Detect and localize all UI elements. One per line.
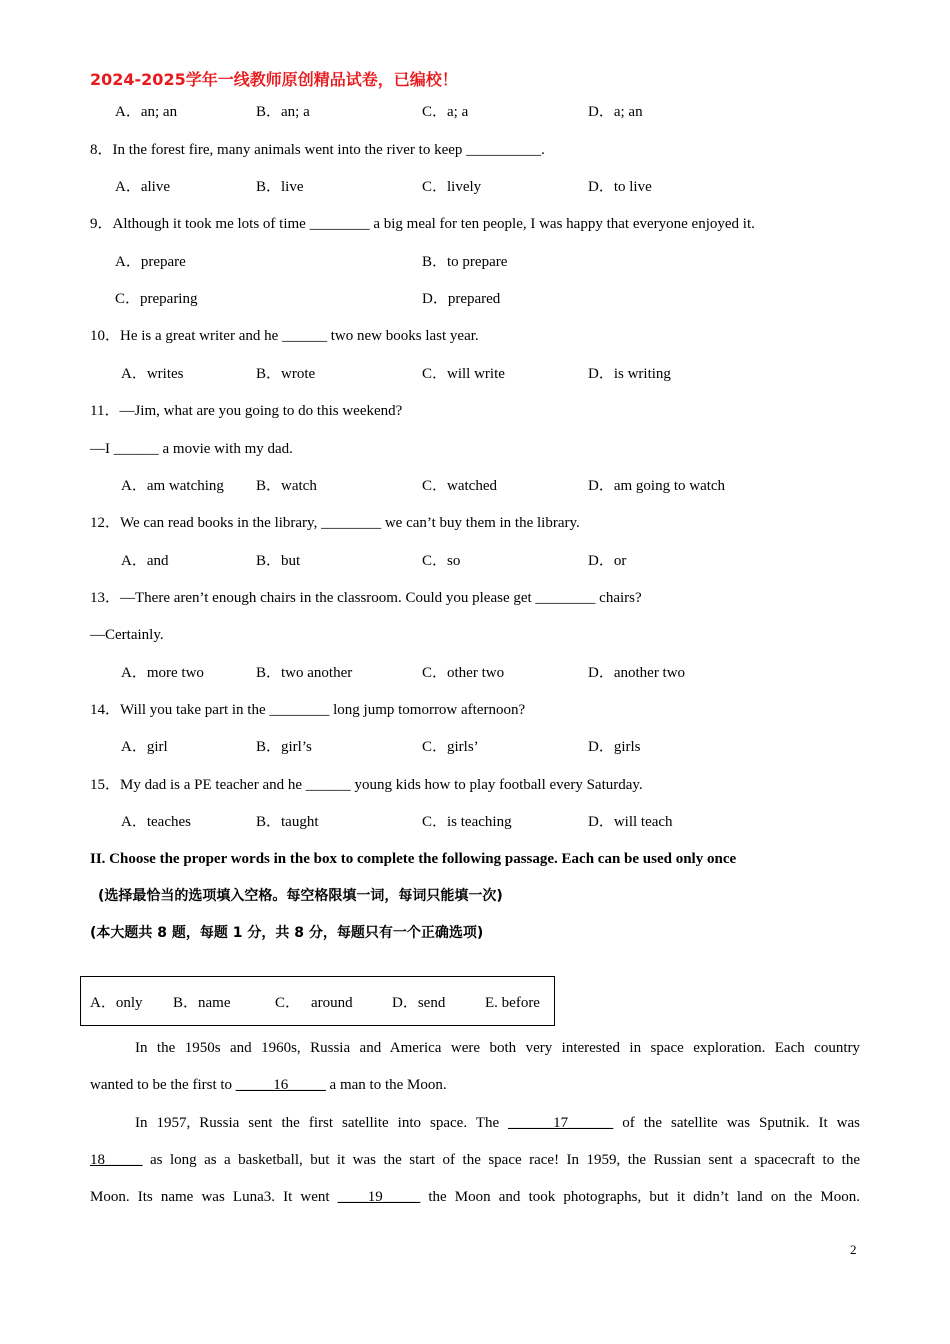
- option-a: A．girl: [121, 739, 168, 755]
- option-a: A．writes: [121, 366, 184, 382]
- blank-17: ______17______: [508, 1115, 614, 1131]
- blank-16: _____16_____: [235, 1077, 326, 1093]
- option-a: A．prepare: [115, 254, 186, 270]
- option-c: C．a; a: [422, 104, 469, 120]
- question-11-stem: 11．—Jim, what are you going to do this weekend?: [90, 403, 403, 419]
- question-13-response: —Certainly.: [90, 627, 164, 643]
- passage-text: In 1957, Russia sent the first satellite into space. The: [135, 1115, 509, 1131]
- option-d: D．or: [588, 553, 627, 569]
- passage-text: a man to the Moon.: [325, 1077, 447, 1093]
- section-2-title: II. Choose the proper words in the box to complete the following passage. Each can be used only once: [90, 851, 737, 867]
- word-option: B．name: [173, 995, 231, 1011]
- option-d: D．will teach: [588, 814, 673, 830]
- option-d: D．a; an: [588, 104, 643, 120]
- question-10-stem: 10．He is a great writer and he ______ two new books last year.: [90, 328, 479, 344]
- section-2-subtitle: (选择最恰当的选项填入空格。每空格限填一词，每词只能填一次): [98, 888, 503, 904]
- option-c: C．other two: [422, 665, 505, 681]
- word-option: D．send: [392, 995, 446, 1011]
- passage-line: [90, 1150, 860, 1170]
- option-b: B．taught: [256, 814, 319, 830]
- option-d: D．another two: [588, 665, 686, 681]
- option-c: C．is teaching: [422, 814, 512, 830]
- passage-text: the Moon and took photographs, but it didn’t land on the Moon.: [420, 1189, 860, 1205]
- option-b: B．but: [256, 553, 301, 569]
- question-12-stem: 12．We can read books in the library, ________ we can’t buy them in the library.: [90, 515, 580, 531]
- option-c: C．girls’: [422, 739, 479, 755]
- passage-line: In the 1950s and 1960s, Russia and America were both very interested in space exploration. Each country: [135, 1040, 860, 1056]
- word-option: around: [311, 995, 353, 1011]
- option-a: A．and: [121, 553, 169, 569]
- option-a: A．more two: [121, 665, 204, 681]
- word-option: E. before: [485, 995, 540, 1011]
- option-b: B．live: [256, 179, 304, 195]
- option-d: D．girls: [588, 739, 641, 755]
- question-14-stem: 14．Will you take part in the ________ long jump tomorrow afternoon?: [90, 702, 526, 718]
- option-a: A．alive: [115, 179, 170, 195]
- passage-text: Moon. Its name was Luna3. It went: [90, 1189, 338, 1205]
- passage-line: [90, 1113, 860, 1133]
- option-b: B．an; a: [256, 104, 310, 120]
- option-b: B．girl’s: [256, 739, 312, 755]
- question-11-response: —I ______ a movie with my dad.: [90, 441, 293, 457]
- option-a: A．am watching: [121, 478, 224, 494]
- passage-text: of the satellite was Sputnik. It was: [613, 1115, 861, 1131]
- option-a: A．teaches: [121, 814, 191, 830]
- blank-18: 18_____: [90, 1152, 143, 1168]
- option-c: C．lively: [422, 179, 482, 195]
- option-b: B．watch: [256, 478, 317, 494]
- word-box: [80, 976, 555, 1026]
- option-c: C．will write: [422, 366, 505, 382]
- option-d: D．prepared: [422, 291, 501, 307]
- section-2-note: (本大题共 8 题，每题 1 分，共 8 分，每题只有一个正确选项): [90, 925, 484, 941]
- option-d: D．is writing: [588, 366, 671, 382]
- question-13-stem: 13．—There aren’t enough chairs in the classroom. Could you please get ________ chairs?: [90, 590, 642, 606]
- option-d: D．am going to watch: [588, 478, 726, 494]
- option-d: D．to live: [588, 179, 652, 195]
- word-option: A．only: [90, 995, 143, 1011]
- page-header: 2024-2025学年一线教师原创精品试卷，已编校！: [90, 70, 458, 89]
- question-8-stem: 8．In the forest fire, many animals went into the river to keep __________.: [90, 142, 545, 158]
- passage-line: [90, 1187, 860, 1207]
- question-15-stem: 15．My dad is a PE teacher and he ______ young kids how to play football every Saturday.: [90, 777, 643, 793]
- passage-text: wanted to be the first to: [90, 1077, 236, 1093]
- passage-text: as long as a basketball, but it was the start of the space race! In 1959, the Russian sent a spacecraft to the: [142, 1152, 860, 1168]
- option-c: C．watched: [422, 478, 497, 494]
- option-c: C．so: [422, 553, 461, 569]
- option-b: B．wrote: [256, 366, 316, 382]
- option-a: A．an; an: [115, 104, 178, 120]
- page-number: 2: [850, 1242, 857, 1257]
- option-b: B．to prepare: [422, 254, 508, 270]
- option-c: C．preparing: [115, 291, 198, 307]
- passage-line: [90, 1075, 447, 1095]
- word-option: C．: [275, 995, 301, 1011]
- option-b: B．two another: [256, 665, 353, 681]
- question-9-stem: 9．Although it took me lots of time ________ a big meal for ten people, I was happy that everyone enjoyed it.: [90, 216, 755, 232]
- blank-19: ____19_____: [337, 1189, 421, 1205]
